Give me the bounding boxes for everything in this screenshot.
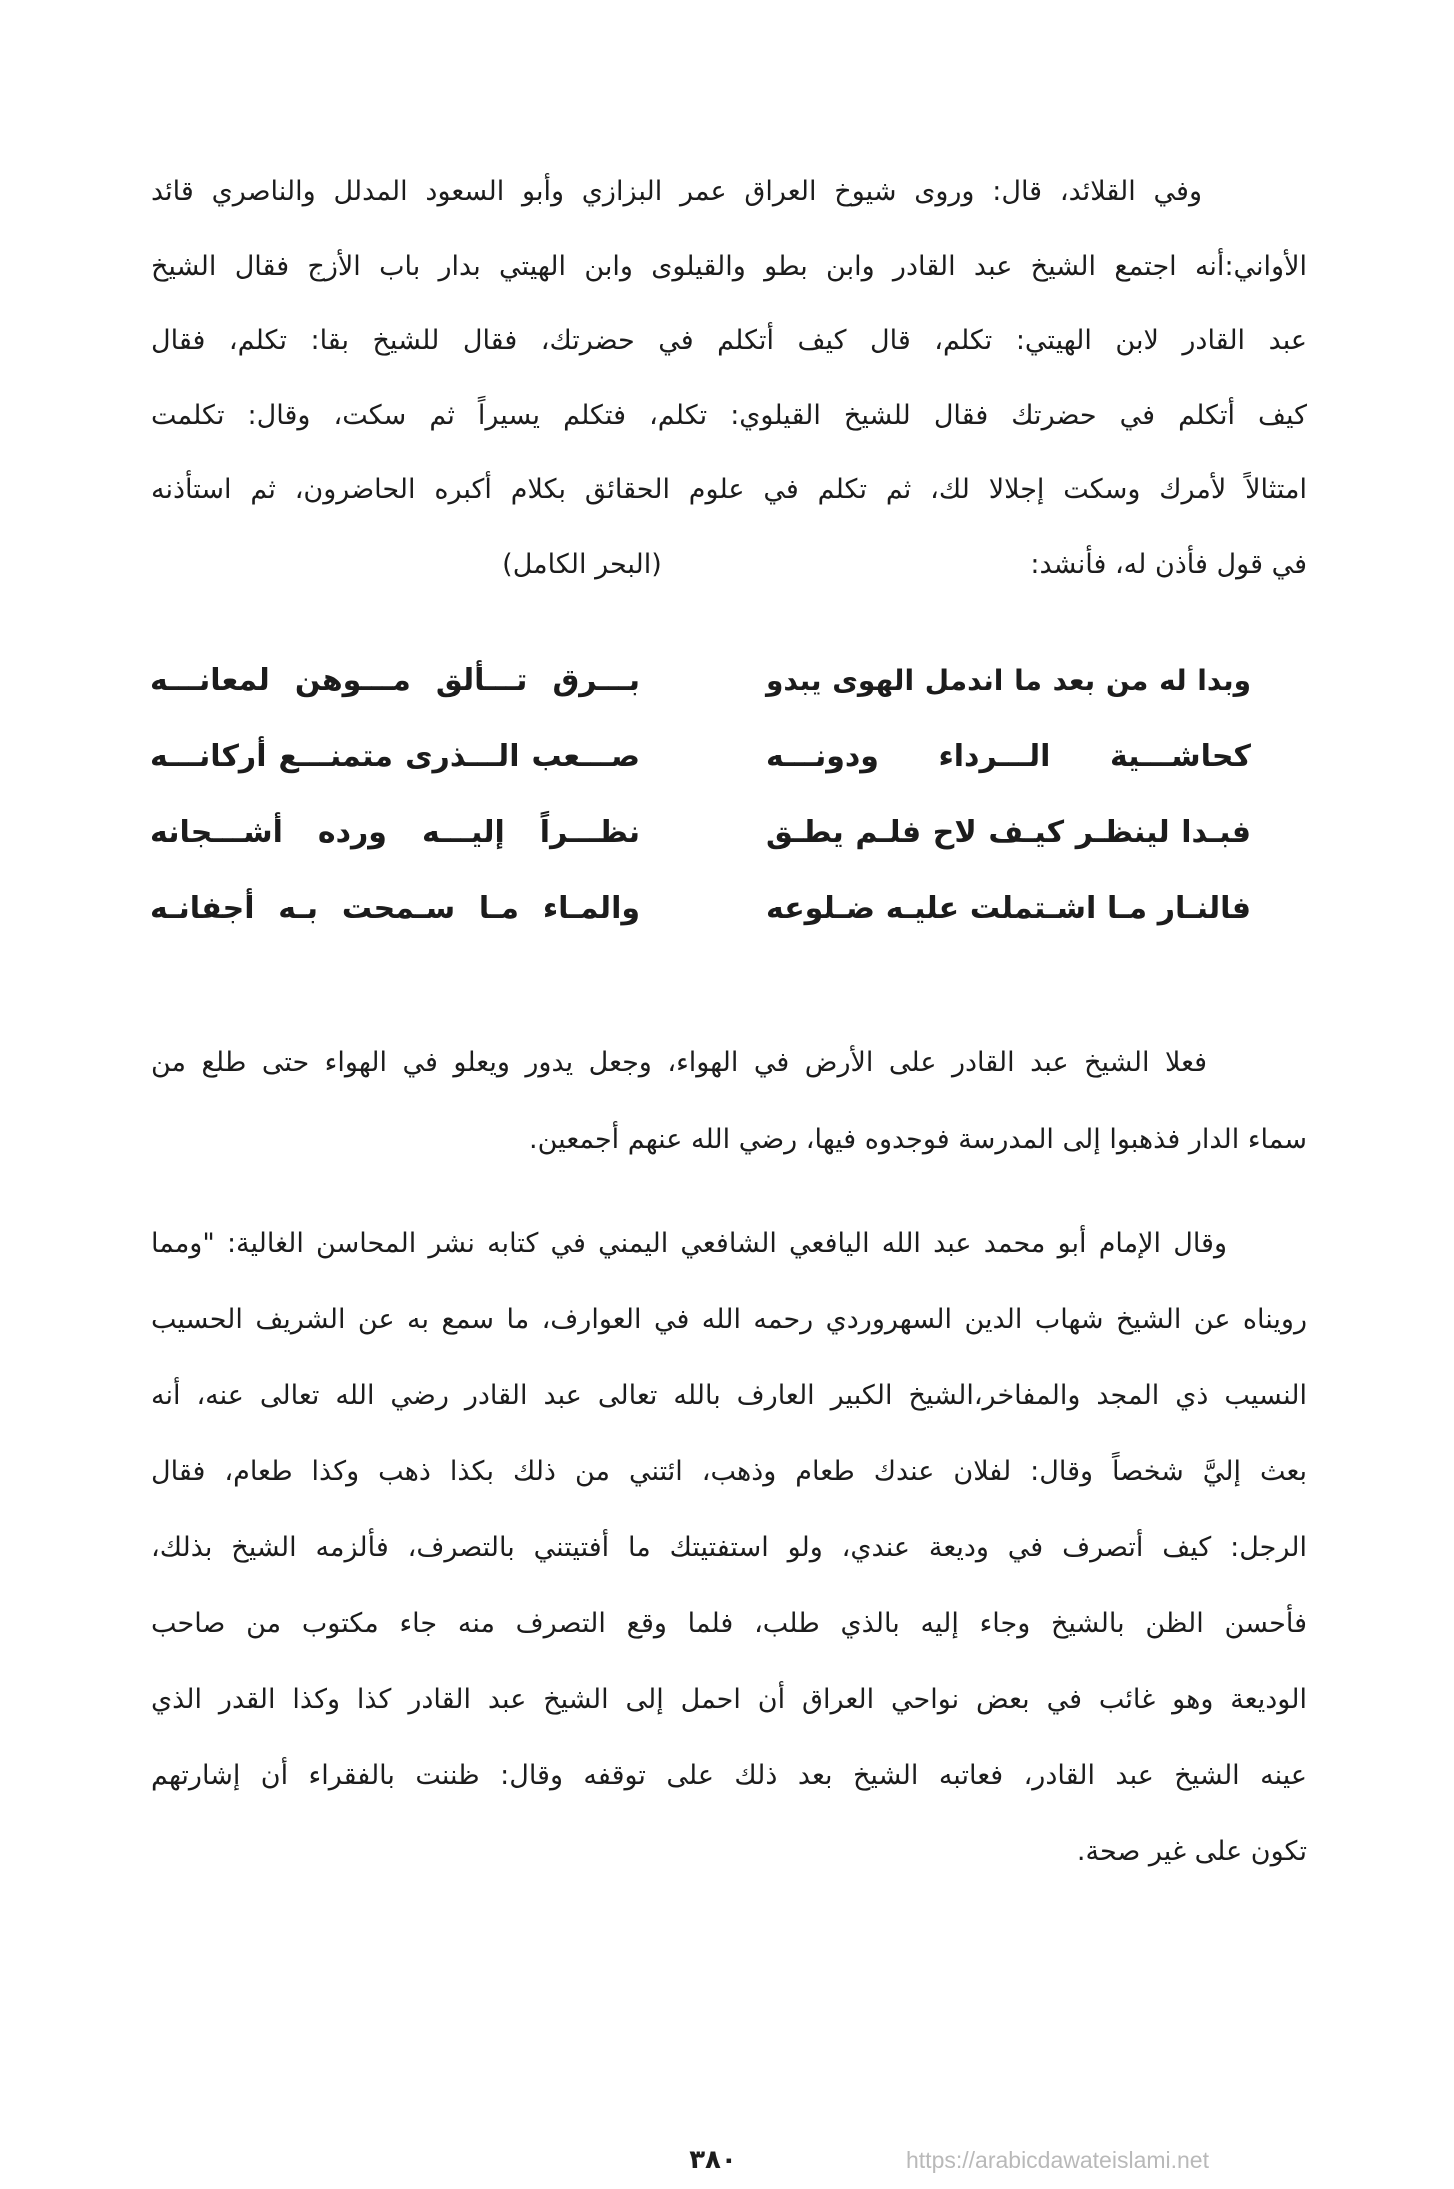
paragraph-yafii bbox=[151, 1206, 1307, 1890]
paragraph-line: فأحسن الظن بالشيخ وجاء إليه بالذي طلب، فلما وقع التصرف منه جاء مكتوب من صاحب bbox=[151, 1608, 1307, 1639]
paragraph-line: امتثالاً لأمرك وسكت إجلالا لك، ثم تكلم في علوم الحقائق بكلام أكبره الحاضرون، ثم استأذنه bbox=[151, 474, 1307, 506]
poem-meter-label: (البحر الكامل) bbox=[502, 548, 662, 580]
poem-verse bbox=[0, 643, 1454, 719]
paragraph-line: فعلا الشيخ عبد القادر على الأرض في الهواء، وجعل يدور ويعلو في الهواء حتى طلع من bbox=[151, 1047, 1207, 1078]
paragraph-line: وفي القلائد، قال: وروى شيوخ العراق عمر البزازي وأبو السعود المدلل والناصري قائد bbox=[151, 176, 1202, 207]
poem-first-hemistich: فبـدا لينظـر كيـف لاح فلـم يطـق bbox=[766, 815, 1251, 850]
paragraph-line: الوديعة وهو غائب في بعض نواحي العراق أن احمل إلى الشيخ عبد القادر كذا وكذا القدر الذي bbox=[151, 1684, 1307, 1715]
poem-second-hemistich: نظـــراً إليـــه ورده أشـــجانه bbox=[150, 815, 640, 850]
paragraph-intro bbox=[151, 155, 1307, 603]
paragraph-line: رويناه عن الشيخ شهاب الدين السهروردي رحمه الله في العوارف، ما سمع به عن الشريف الحسيب bbox=[151, 1304, 1307, 1335]
poem-first-hemistich: وبدا له من بعد ما اندمل الهوى يبدو bbox=[766, 664, 1251, 697]
paragraph-levitation bbox=[151, 1024, 1307, 1178]
paragraph-line: النسيب ذي المجد والمفاخر،الشيخ الكبير العارف بالله تعالى عبد القادر رضي الله تعالى عنه، أنه bbox=[151, 1380, 1307, 1411]
paragraph-line-text: في قول فأذن له، فأنشد: bbox=[1030, 548, 1307, 580]
paragraph-line: وقال الإمام أبو محمد عبد الله اليافعي الشافعي اليمني في كتابه نشر المحاسن الغالية: "ومما bbox=[151, 1228, 1227, 1259]
paragraph-line: تكون على غير صحة. bbox=[1076, 1836, 1307, 1867]
poem bbox=[0, 643, 1454, 947]
paragraph-last-line bbox=[151, 528, 1307, 603]
paragraph-line: كيف أتكلم في حضرتك فقال للشيخ القيلوي: تكلم، فتكلم يسيراً ثم سكت، وقال: تكلمت bbox=[151, 399, 1307, 431]
paragraph-line: بعث إليَّ شخصاً وقال: لفلان عندك طعام وذهب، ائتني من ذلك بكذا ذهب وكذا طعام، فقال bbox=[151, 1456, 1307, 1487]
paragraph-line: الأواني:أنه اجتمع الشيخ عبد القادر وابن بطو والقيلوى وابن الهيتي بدار باب الأزج فقال الشيخ bbox=[151, 250, 1307, 282]
watermark-url: https://arabicdawateislami.net bbox=[906, 2147, 1209, 2173]
poem-first-hemistich: فالنـار مـا اشـتملت عليـه ضـلوعه bbox=[766, 891, 1251, 926]
paragraph-line: الرجل: كيف أتصرف في وديعة عندي، ولو استفتيتك ما أفتيتني بالتصرف، فألزمه الشيخ بذلك، bbox=[151, 1532, 1307, 1563]
paragraph-line: عينه الشيخ عبد القادر، فعاتبه الشيخ بعد ذلك على توقفه وقال: ظننت بالفقراء أن إشارتهم bbox=[151, 1760, 1307, 1791]
poem-second-hemistich: والمـاء مـا سـمحت بـه أجفانـه bbox=[150, 891, 640, 926]
paragraph-line: سماء الدار فذهبوا إلى المدرسة فوجدوه فيها، رضي الله عنهم أجمعين. bbox=[529, 1124, 1307, 1155]
poem-verse bbox=[0, 795, 1454, 871]
poem-first-hemistich: كحاشـــية الـــرداء ودونـــه bbox=[766, 739, 1251, 774]
poem-verse bbox=[0, 719, 1454, 795]
paragraph-line: عبد القادر لابن الهيتي: تكلم، قال كيف أتكلم في حضرتك، فقال للشيخ بقا: تكلم، فقال bbox=[151, 325, 1307, 357]
poem-verse bbox=[0, 871, 1454, 947]
page-number: ٣٨٠ bbox=[689, 2145, 737, 2175]
poem-second-hemistich: صـــعب الـــذرى متمنـــع أركانـــه bbox=[150, 739, 640, 774]
poem-second-hemistich: بـــرق تـــألق مـــوهن لمعانـــه bbox=[150, 663, 640, 698]
